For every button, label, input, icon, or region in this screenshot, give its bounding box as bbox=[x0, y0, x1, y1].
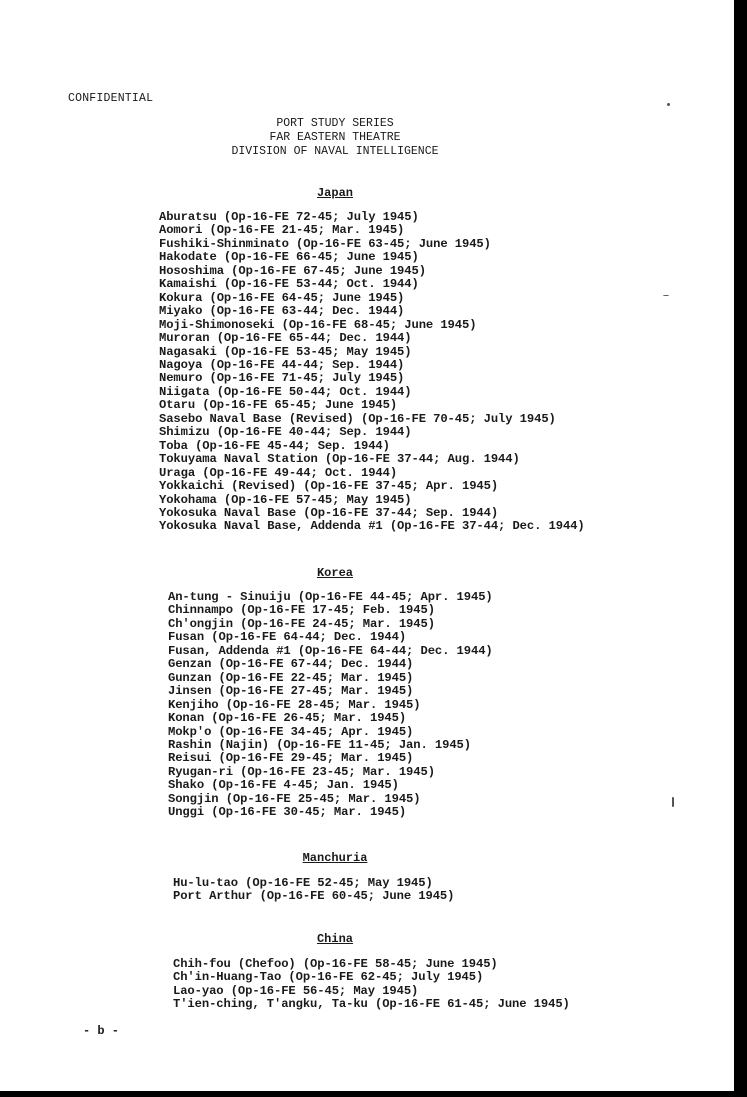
list-item: Reisui (Op-16-FE 29-45; Mar. 1945) bbox=[168, 751, 414, 766]
list-item: Hososhima (Op-16-FE 67-45; June 1945) bbox=[159, 263, 426, 278]
section-title-manchuria: Manchuria bbox=[302, 851, 368, 865]
list-item: Niigata (Op-16-FE 50-44; Oct. 1944) bbox=[159, 384, 412, 399]
list-item: Ryugan-ri (Op-16-FE 23-45; Mar. 1945) bbox=[168, 764, 435, 779]
scan-edge-bottom bbox=[0, 1091, 747, 1097]
header-division: DIVISION OF NAVAL INTELLIGENCE bbox=[231, 145, 439, 158]
list-item: Fusan (Op-16-FE 64-44; Dec. 1944) bbox=[168, 630, 407, 645]
list-item: Chinnampo (Op-16-FE 17-45; Feb. 1945) bbox=[168, 603, 435, 618]
list-item: Songjin (Op-16-FE 25-45; Mar. 1945) bbox=[168, 791, 421, 806]
list-item: Toba (Op-16-FE 45-44; Sep. 1944) bbox=[159, 438, 390, 453]
list-item: Aburatsu (Op-16-FE 72-45; July 1945) bbox=[159, 210, 419, 224]
section-title-china: China bbox=[316, 932, 353, 946]
header-theatre: FAR EASTERN THEATRE bbox=[269, 131, 401, 144]
scan-edge-right bbox=[734, 0, 747, 1097]
list-item: Muroran (Op-16-FE 65-44; Dec. 1944) bbox=[159, 331, 412, 346]
list-item: Otaru (Op-16-FE 65-45; June 1945) bbox=[159, 398, 398, 413]
list-item: Genzan (Op-16-FE 67-44; Dec. 1944) bbox=[168, 657, 414, 672]
manchuria-port-list bbox=[173, 877, 454, 904]
scan-speck bbox=[663, 295, 669, 296]
list-item: Kamaishi (Op-16-FE 53-44; Oct. 1944) bbox=[159, 277, 419, 292]
list-item: Yokosuka Naval Base, Addenda #1 (Op-16-FE 37-44; Dec. 1944) bbox=[159, 519, 585, 534]
list-item: Ch'in-Huang-Tao (Op-16-FE 62-45; July 1945) bbox=[173, 970, 484, 985]
list-item: Miyako (Op-16-FE 63-44; Dec. 1944) bbox=[159, 304, 405, 319]
list-item: Yokohama (Op-16-FE 57-45; May 1945) bbox=[159, 492, 412, 507]
list-item: Nagasaki (Op-16-FE 53-45; May 1945) bbox=[159, 344, 412, 359]
list-item: Fusan, Addenda #1 (Op-16-FE 64-44; Dec. 1944) bbox=[168, 643, 493, 658]
list-item: T'ien-ching, T'angku, Ta-ku (Op-16-FE 61-45; June 1945) bbox=[173, 997, 570, 1012]
classification-label: CONFIDENTIAL bbox=[68, 92, 154, 105]
list-item: Nemuro (Op-16-FE 71-45; July 1945) bbox=[159, 371, 405, 386]
list-item: Hakodate (Op-16-FE 66-45; June 1945) bbox=[159, 250, 419, 265]
list-item: Hu-lu-tao (Op-16-FE 52-45; May 1945) bbox=[173, 876, 433, 890]
list-item: Fushiki-Shinminato (Op-16-FE 63-45; June 1945) bbox=[159, 236, 491, 251]
scan-speck bbox=[672, 797, 674, 807]
list-item: Mokp'o (Op-16-FE 34-45; Apr. 1945) bbox=[168, 724, 414, 739]
list-item: Unggi (Op-16-FE 30-45; Mar. 1945) bbox=[168, 805, 407, 820]
japan-port-list bbox=[159, 211, 585, 534]
list-item: Rashin (Najin) (Op-16-FE 11-45; Jan. 1945) bbox=[168, 737, 471, 752]
list-item: Shimizu (Op-16-FE 40-44; Sep. 1944) bbox=[159, 425, 412, 440]
list-item: Yokkaichi (Revised) (Op-16-FE 37-45; Apr. 1945) bbox=[159, 479, 499, 494]
list-item: Tokuyama Naval Station (Op-16-FE 37-44; Aug. 1944) bbox=[159, 452, 520, 467]
list-item: Kenjiho (Op-16-FE 28-45; Mar. 1945) bbox=[168, 697, 421, 712]
china-port-list bbox=[173, 958, 570, 1012]
section-title-japan: Japan bbox=[316, 186, 353, 200]
list-item: Gunzan (Op-16-FE 22-45; Mar. 1945) bbox=[168, 670, 414, 685]
list-item: Jinsen (Op-16-FE 27-45; Mar. 1945) bbox=[168, 684, 414, 699]
list-item: Sasebo Naval Base (Revised) (Op-16-FE 70-45; July 1945) bbox=[159, 411, 556, 426]
list-item: Chih-fou (Chefoo) (Op-16-FE 58-45; June 1945) bbox=[173, 957, 498, 971]
header-series: PORT STUDY SERIES bbox=[276, 117, 394, 130]
list-item: Konan (Op-16-FE 26-45; Mar. 1945) bbox=[168, 711, 407, 726]
list-item: Lao-yao (Op-16-FE 56-45; May 1945) bbox=[173, 983, 419, 998]
list-item: Uraga (Op-16-FE 49-44; Oct. 1944) bbox=[159, 465, 398, 480]
list-item: Kokura (Op-16-FE 64-45; June 1945) bbox=[159, 290, 405, 305]
list-item: An-tung - Sinuiju (Op-16-FE 44-45; Apr. 1945) bbox=[168, 590, 493, 604]
list-item: Moji-Shimonoseki (Op-16-FE 68-45; June 1945) bbox=[159, 317, 477, 332]
list-item: Yokosuka Naval Base (Op-16-FE 37-44; Sep. 1944) bbox=[159, 505, 499, 520]
page-number: - b - bbox=[83, 1024, 120, 1038]
list-item: Shako (Op-16-FE 4-45; Jan. 1945) bbox=[168, 778, 399, 793]
section-title-korea: Korea bbox=[316, 566, 353, 580]
korea-port-list bbox=[168, 591, 493, 820]
list-item: Aomori (Op-16-FE 21-45; Mar. 1945) bbox=[159, 223, 405, 238]
list-item: Ch'ongjin (Op-16-FE 24-45; Mar. 1945) bbox=[168, 616, 435, 631]
scan-speck bbox=[667, 103, 670, 106]
list-item: Port Arthur (Op-16-FE 60-45; June 1945) bbox=[173, 889, 455, 904]
list-item: Nagoya (Op-16-FE 44-44; Sep. 1944) bbox=[159, 357, 405, 372]
